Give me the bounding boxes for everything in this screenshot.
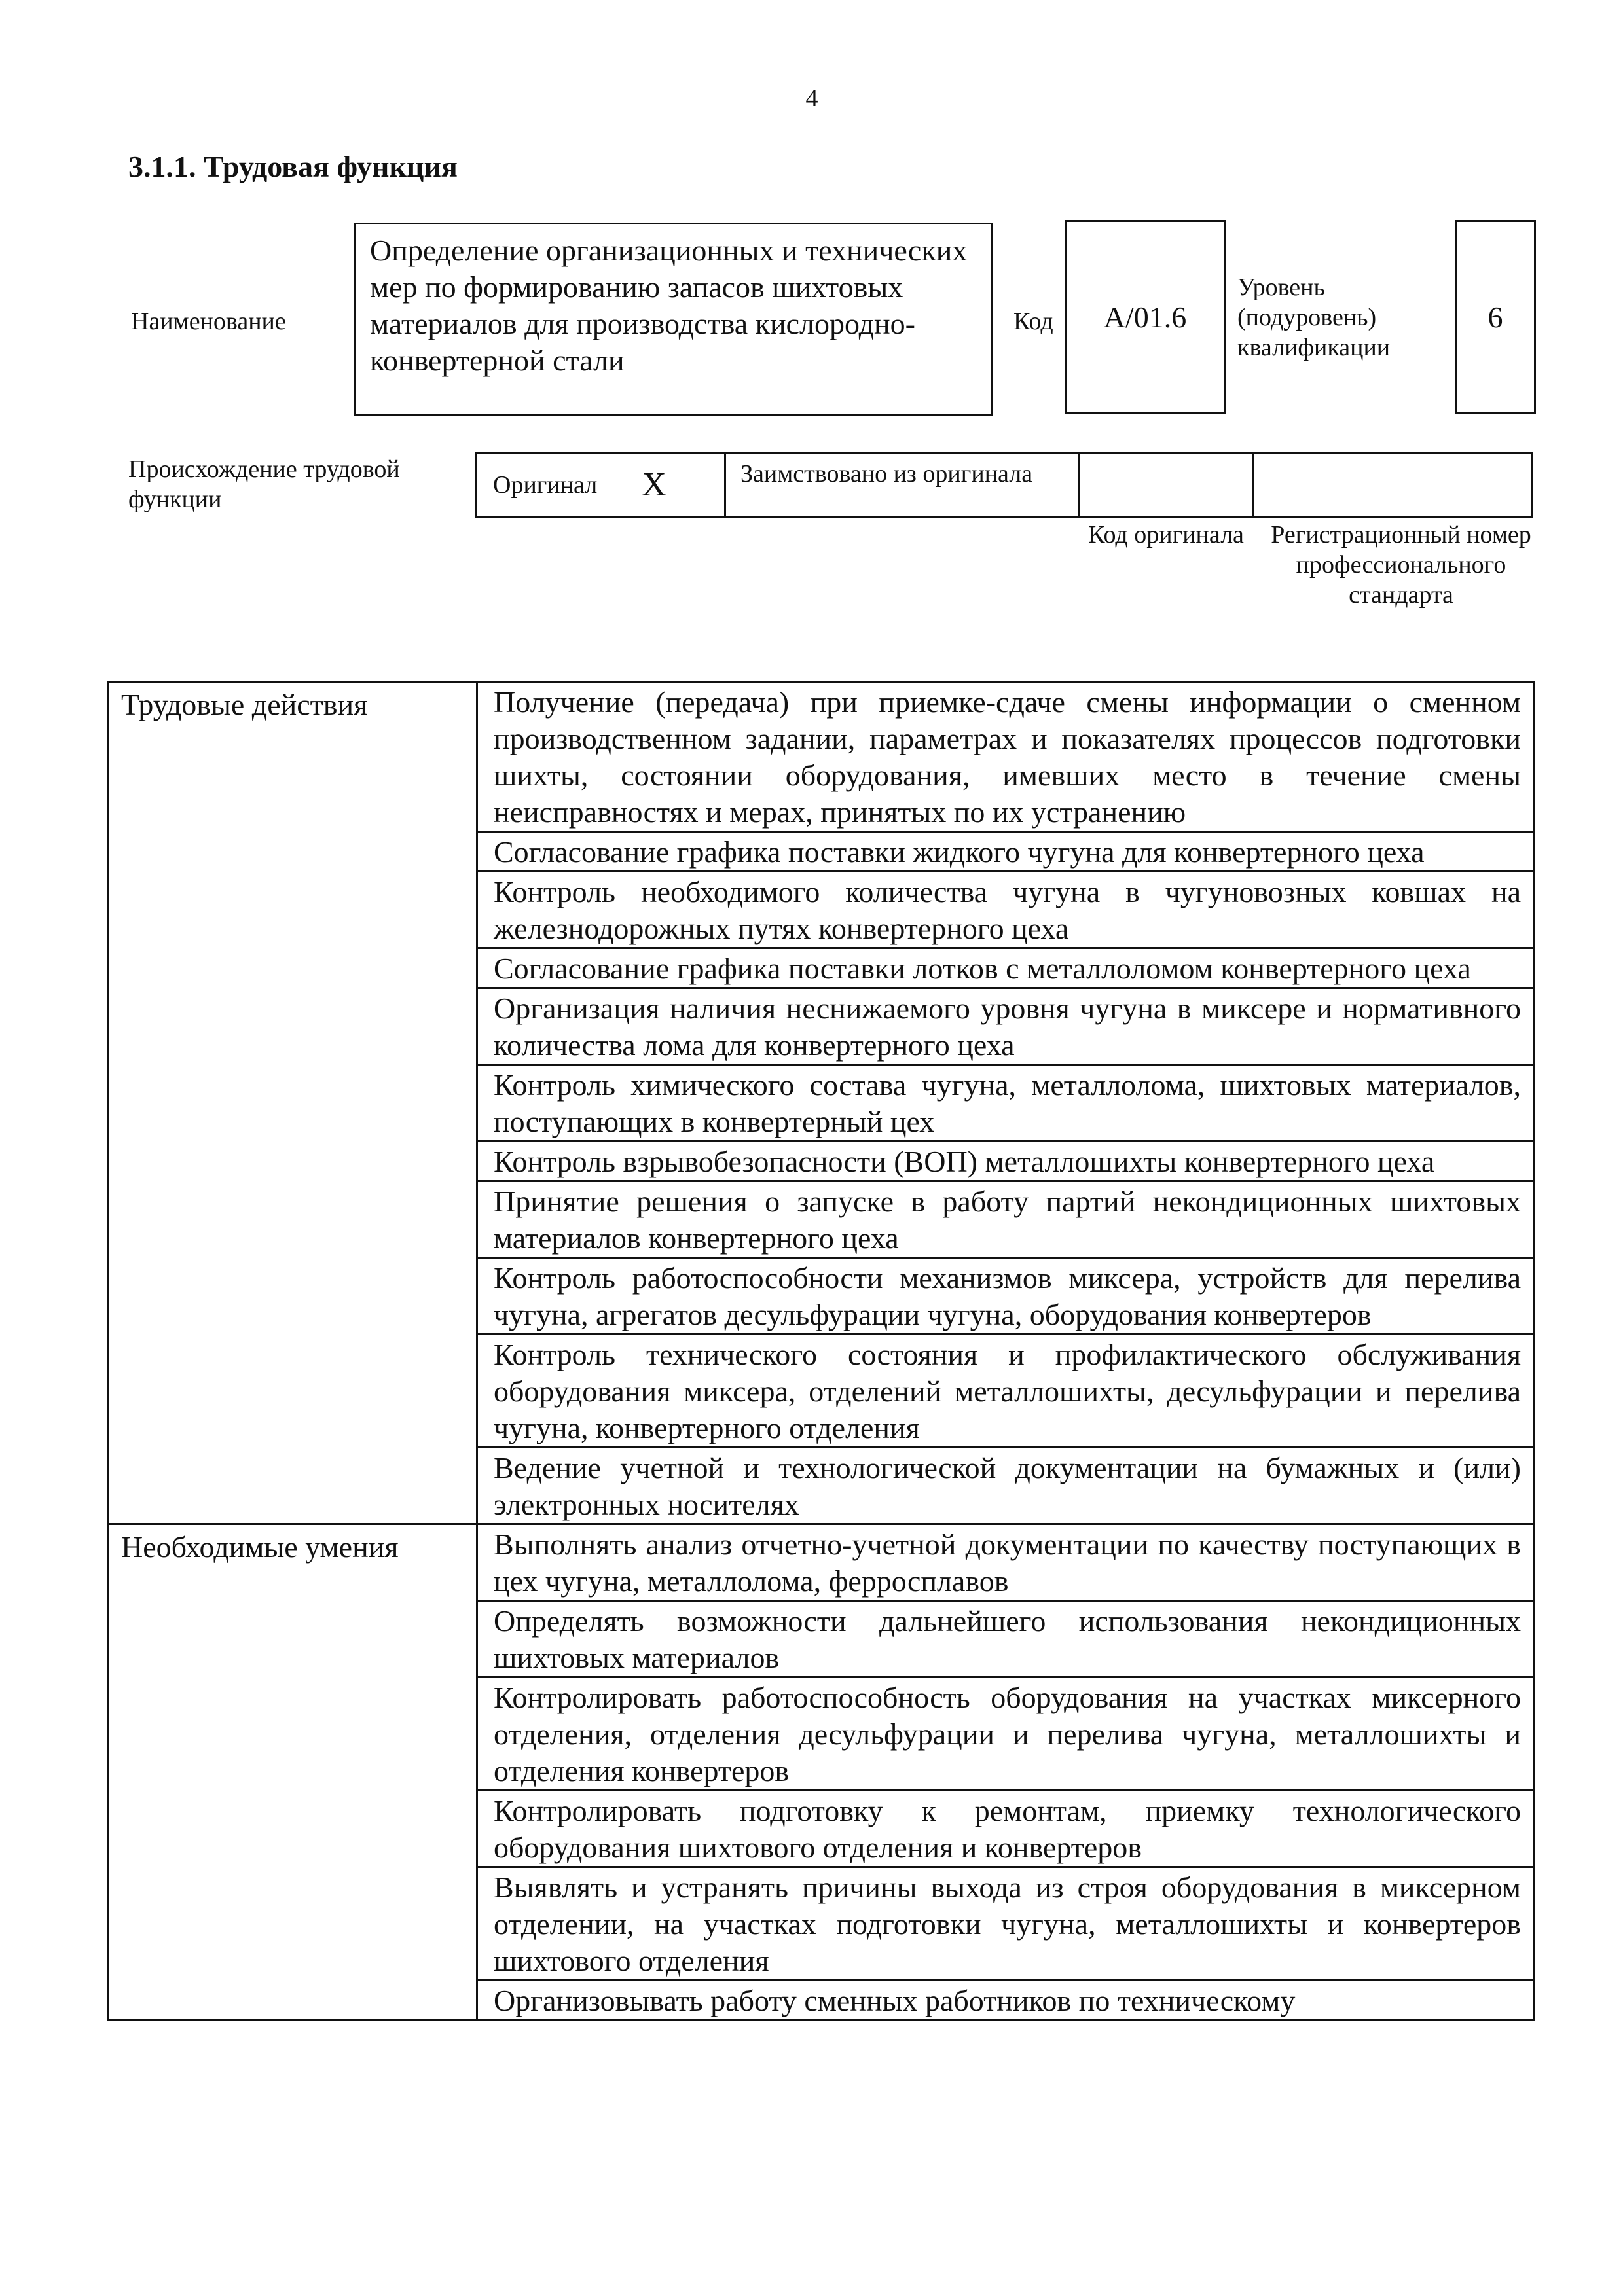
section-item: Согласование графика поставки жидкого чугуна для конвертерного цеха xyxy=(477,832,1534,872)
section-item: Контроль химического состава чугуна, металлолома, шихтовых материалов, поступающих в конвертерный цех xyxy=(477,1065,1534,1141)
function-details-table xyxy=(107,681,1535,2021)
section-item: Ведение учетной и технологической документации на бумажных и (или) электронных носителях xyxy=(477,1448,1534,1524)
name-label: Наименование xyxy=(131,308,286,335)
section-item: Контроль взрывобезопасности (ВОП) металлошихты конвертерного цеха xyxy=(477,1141,1534,1181)
section-item: Контроль технического состояния и профилактического обслуживания оборудования миксера, отделений металлошихты, десульфурации и перелива чугуна, конвертерного отделения xyxy=(477,1335,1534,1448)
section-category: Трудовые действия xyxy=(109,682,477,1524)
origin-original-label: Оригинал xyxy=(493,471,598,499)
origin-label: Происхождение трудовой функции xyxy=(128,456,400,513)
section-item: Организация наличия неснижаемого уровня чугуна в миксере и нормативного количества лома для конвертерного цеха xyxy=(477,988,1534,1065)
function-code-box: А/01.6 xyxy=(1065,220,1226,414)
section-item: Согласование графика поставки лотков с металлоломом конвертерного цеха xyxy=(477,948,1534,988)
section-item: Определять возможности дальнейшего использования некондиционных шихтовых материалов xyxy=(477,1601,1534,1677)
section-title: 3.1.1. Трудовая функция xyxy=(128,150,458,183)
origin-code-caption: Код оригинала xyxy=(1088,521,1244,548)
section-item: Выявлять и устранять причины выхода из строя оборудования в миксерном отделении, на участках подготовки чугуна, металлошихты и конвертеров шихтового отделения xyxy=(477,1867,1534,1981)
qualification-level-box: 6 xyxy=(1455,220,1536,414)
section-item: Принятие решения о запуске в работу партий некондиционных шихтовых материалов конвертерного цеха xyxy=(477,1181,1534,1258)
section-item: Получение (передача) при приемке-сдаче смены информации о сменном производственном задании, параметрах и показателях процессов подготовки шихты, состоянии оборудования, имевших место в течение смены неисправностях и мерах, принятых по их устранению xyxy=(477,682,1534,832)
section-item: Контролировать работоспособность оборудования на участках миксерного отделения, отделения десульфурации и перелива чугуна, металлошихты и отделения конвертеров xyxy=(477,1677,1534,1791)
table-row xyxy=(109,1524,1534,1601)
qualification-level-label: Уровень (подуровень) квалификации xyxy=(1237,274,1391,361)
origin-code-cell xyxy=(1080,454,1254,516)
function-name-box: Определение организационных и технических мер по формированию запасов шихтовых материалов для производства кислородно-конвертерной стали xyxy=(354,223,993,416)
section-item: Контролировать подготовку к ремонтам, приемку технологического оборудования шихтового отделения и конвертеров xyxy=(477,1791,1534,1867)
section-item: Контроль работоспособности механизмов миксера, устройств для перелива чугуна, агрегатов десульфурации чугуна, оборудования конвертеров xyxy=(477,1258,1534,1335)
origin-original-cell xyxy=(477,454,726,516)
page-number: 4 xyxy=(805,84,818,112)
code-label: Код xyxy=(1013,308,1053,335)
section-item: Выполнять анализ отчетно-учетной документации по качеству поступающих в цех чугуна, металлолома, ферросплавов xyxy=(477,1524,1534,1601)
section-item: Организовывать работу сменных работников по техническому xyxy=(477,1981,1534,2020)
section-item: Контроль необходимого количества чугуна в чугуновозных ковшах на железнодорожных путях конвертерного цеха xyxy=(477,872,1534,948)
origin-reg-number-cell xyxy=(1254,454,1531,516)
origin-row xyxy=(475,452,1533,518)
table-row xyxy=(109,682,1534,832)
reg-number-caption: Регистрационный номер профессионального стандарта xyxy=(1271,521,1531,609)
origin-borrowed-cell: Заимствовано из оригинала xyxy=(726,454,1080,516)
section-category: Необходимые умения xyxy=(109,1524,477,2020)
origin-original-mark: X xyxy=(642,466,666,503)
